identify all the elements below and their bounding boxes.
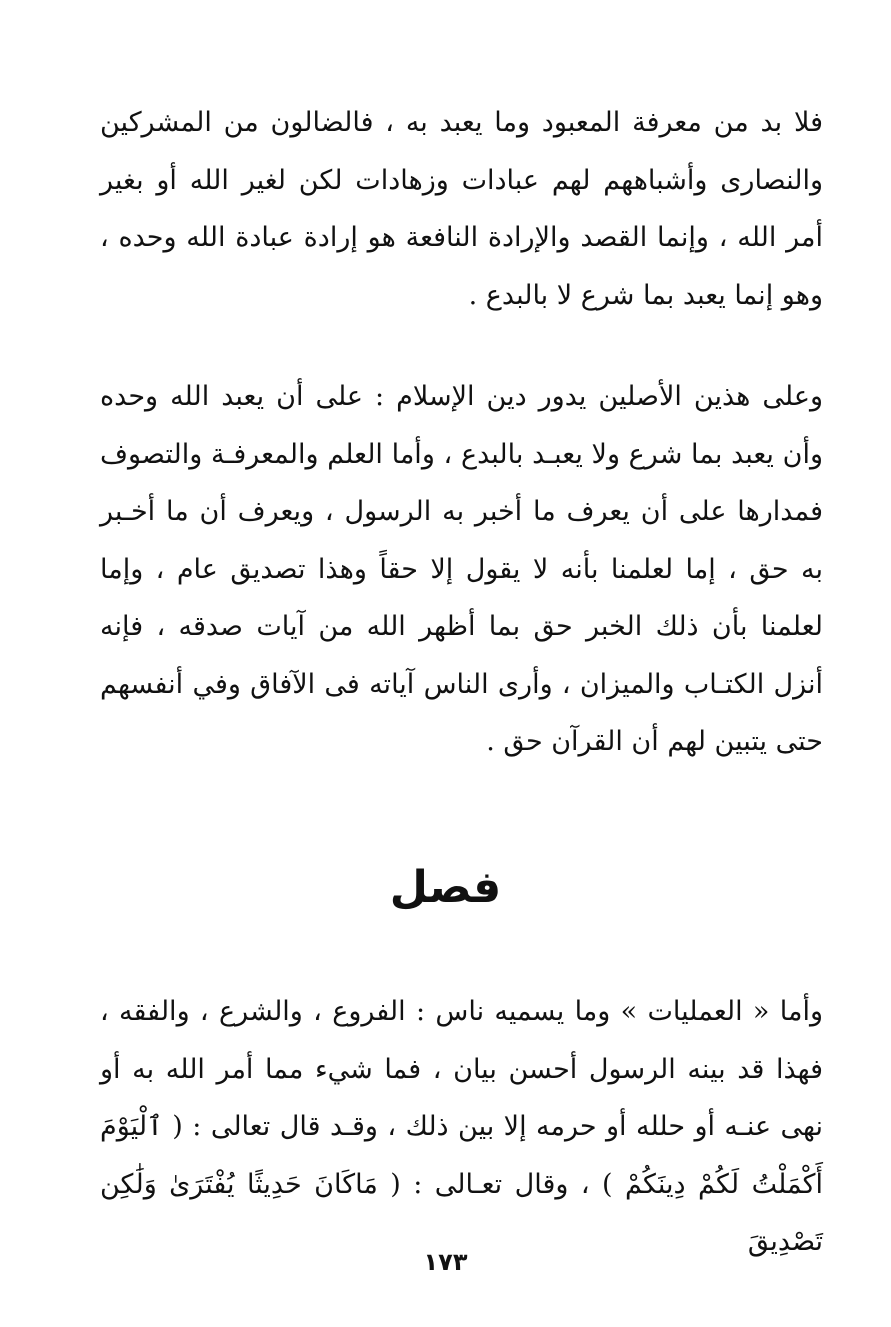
paragraph-worship-knowledge: فلا بد من معرفة المعبود وما يعبد به ، فالضالون من المشركين والنصارى وأشباههم لهم عبادات وزهادات لكن لغير الله أو بغير أمر الله ، وإنما القصد والإرادة النافعة هو إرادة عبادة الله وحده ، وهو إنما يعبد بما شرع لا بالبدع .: [100, 107, 823, 311]
page-number: ١٧٣: [423, 1248, 468, 1276]
section-heading-text: فصل: [389, 862, 502, 913]
paragraph-two-principles: وعلى هذين الأصلين يدور دين الإسلام : على أن يعبد الله وحده وأن يعبد بما شرع ولا يعبـد بالبدع ، وأما العلم والمعرفـة والتصوف فمدارها على أن يعرف ما أخبر به الرسول ، ويعرف أن ما أخـبر به حق ، إما لعلمنا بأنه لا يقول إلا حقاً وهذا تصديق عام ، وإما لعلمنا بأن ذلك الخبر حق بما أظهر الله من آيات صدقه ، فإنه أنزل الكتـاب والميزان ، وأرى الناس آياته فى الآفاق وفي أنفسهم حتى يتبين لهم أن القرآن حق .: [100, 381, 823, 757]
paragraph-practical-matters: وأما « العمليات » وما يسميه ناس : الفروع ، والشرع ، والفقه ، فهذا قد بينه الرسول أحسن بيان ، فما شيء مما أمر الله به أو نهى عنـه أو حلله أو حرمه إلا بين ذلك ، وقـد قال تعالى : ( ٱلْيَوْمَ أَكْمَلْتُ لَكُمْ دِينَكُمْ ) ، وقال تعـالى : ( مَاكَانَ حَدِيثًا يُفْتَرَىٰ وَلَٰكِن تَصْدِيقَ: [100, 996, 824, 1257]
section-heading: [0, 862, 891, 913]
